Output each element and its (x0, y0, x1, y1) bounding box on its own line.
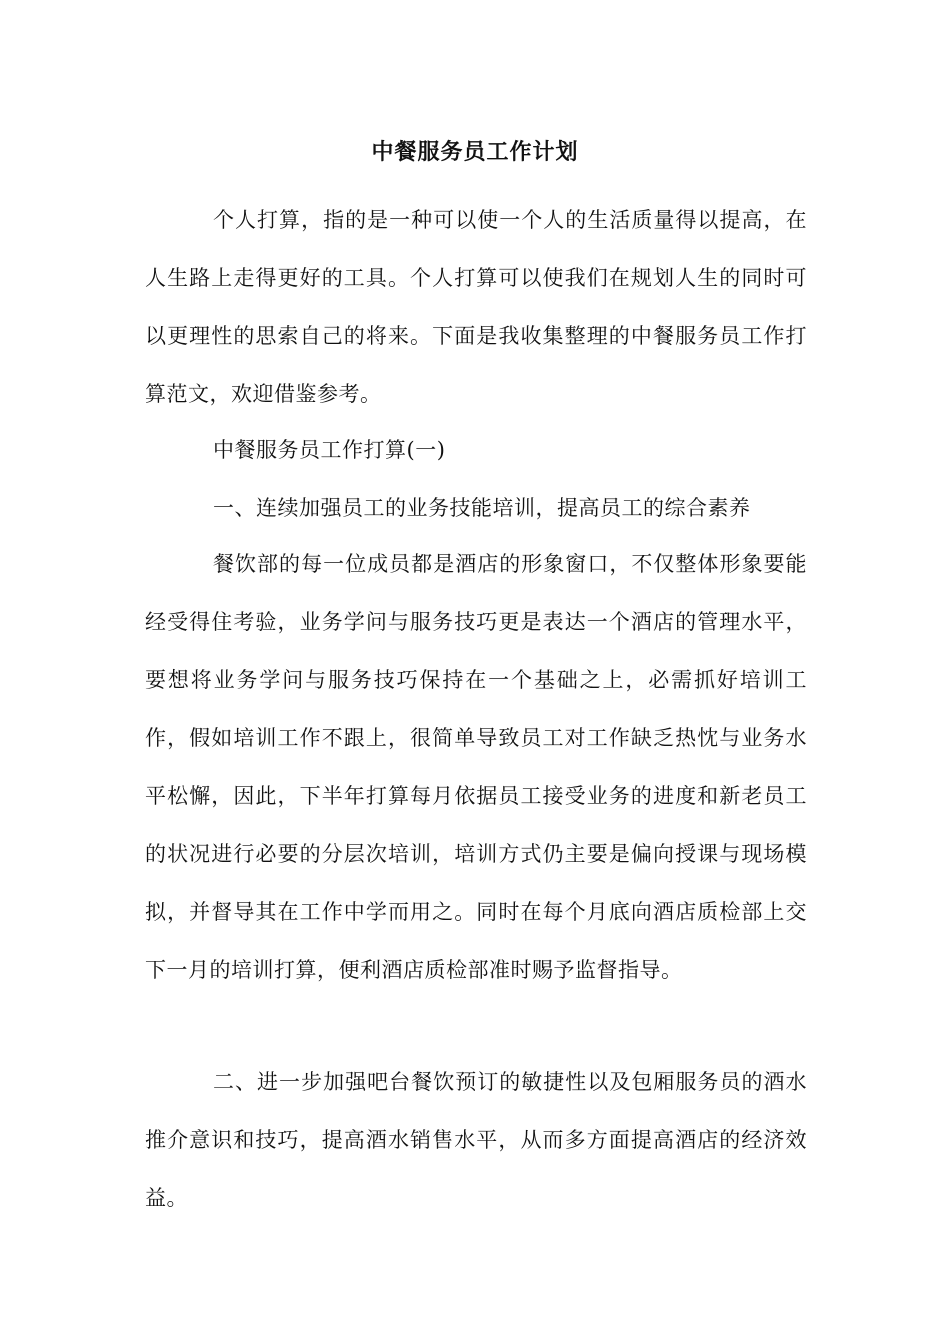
section-heading: 中餐服务员工作打算(一) (213, 438, 446, 462)
item-one-body: 餐饮部的每一位成员都是酒店的形象窗口，不仅整体形象要能经受得住考验，业务学问与服务技巧更是表达一个酒店的管理水平，要想将业务学问与服务技巧保持在一个基础之上，必需抓好培训工作，假如培训工作不跟上，很简单导致员工对工作缺乏热忱与业务水平松懈，因此，下半年打算每月依据员工接受业务的进度和新老员工的状况进行必要的分层次培训，培训方式仍主要是偏向授课与现场模拟，并督导其在工作中学而用之。同时在每个月底向酒店质检部上交下一月的培训打算，便利酒店质检部准时赐予监督指导。 (145, 552, 807, 982)
item-one-heading: 一、连续加强员工的业务技能培训，提高员工的综合素养 (213, 496, 751, 520)
item-two-paragraph: 二、进一步加强吧台餐饮预订的敏捷性以及包厢服务员的酒水推介意识和技巧，提高酒水销售水平，从而多方面提高酒店的经济效益。 (145, 1070, 807, 1210)
intro-paragraph: 个人打算，指的是一种可以使一个人的生活质量得以提高，在人生路上走得更好的工具。个人打算可以使我们在规划人生的同时可以更理性的思索自己的将来。下面是我收集整理的中餐服务员工作打算范文，欢迎借鉴参考。 (145, 208, 807, 406)
document-title: 中餐服务员工作计划 (371, 139, 579, 165)
